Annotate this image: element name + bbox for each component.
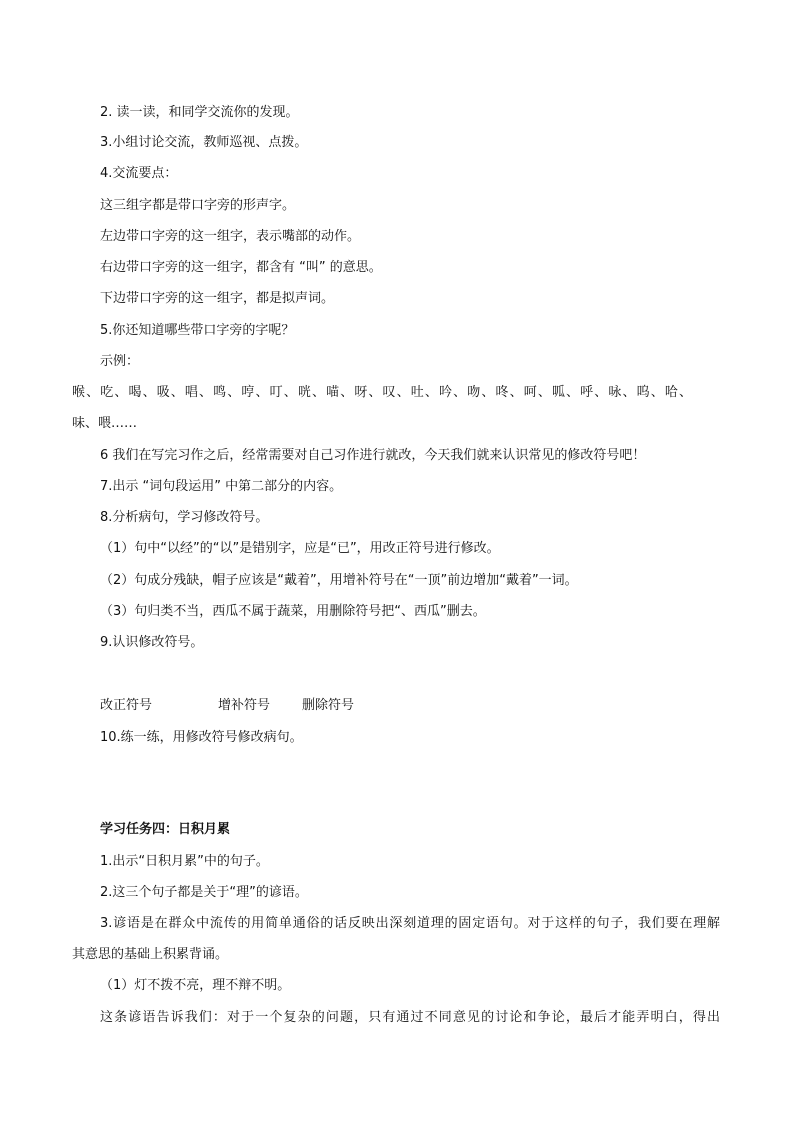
text-line: （3）句归类不当，西瓜不属于蔬菜，用删除符号把“、西瓜”删去。 bbox=[100, 604, 486, 619]
text-line: 5.你还知道哪些带口字旁的字呢？ bbox=[100, 323, 295, 338]
text-line: 8.分析病句，学习修改符号。 bbox=[100, 510, 269, 525]
text-line: 味、喂…… bbox=[72, 416, 138, 431]
insertion-symbol-label: 增补符号 bbox=[218, 698, 271, 713]
text-line: 3.谚语是在群众中流传的用简单通俗的话反映出深刻道理的固定语句。对于这样的句子，我们要在理解 bbox=[100, 916, 720, 931]
text-line: 1.出示“日积月累”中的句子。 bbox=[100, 854, 269, 869]
text-line: 6 我们在写完习作之后，经常需要对自己习作进行就改，今天我们就来认识常见的修改符号吧！ bbox=[100, 448, 646, 463]
text-line: （1）句中“以经”的“以”是错别字，应是“已”，用改正符号进行修改。 bbox=[100, 541, 500, 556]
text-line: 示例： bbox=[100, 354, 140, 369]
correction-symbol-label: 改正符号 bbox=[100, 698, 153, 713]
text-line: 喉、吃、喝、吸、唱、鸣、哼、叮、咣、喵、呀、叹、吐、吟、吻、咚、呵、呱、呼、咏、呜、哈、 bbox=[72, 385, 692, 400]
text-line: 这三组字都是带口字旁的形声字。 bbox=[100, 198, 296, 213]
text-line: 左边带口字旁的这一组字，表示嘴部的动作。 bbox=[100, 229, 361, 244]
deletion-symbol-label: 删除符号 bbox=[302, 698, 355, 713]
text-line: 下边带口字旁的这一组字，都是拟声词。 bbox=[100, 291, 335, 306]
text-line: 7.出示 “词句段运用” 中第二部分的内容。 bbox=[100, 479, 343, 494]
text-line: 2.这三个句子都是关于“理”的谚语。 bbox=[100, 885, 308, 900]
text-line: 4.交流要点： bbox=[100, 166, 178, 181]
text-line: 10.练一练，用修改符号修改病句。 bbox=[100, 730, 303, 745]
text-line: 3.小组讨论交流，教师巡视、点拨。 bbox=[100, 135, 308, 150]
section-heading: 学习任务四：日积月累 bbox=[100, 822, 231, 837]
text-line: 右边带口字旁的这一组字，都含有 “叫” 的意思。 bbox=[100, 260, 382, 275]
text-line: 2. 读一读，和同学交流你的发现。 bbox=[100, 105, 299, 120]
text-line: （1）灯不拨不亮，理不辩不明。 bbox=[100, 978, 291, 993]
text-line: 这条谚语告诉我们：对于一个复杂的问题，只有通过不同意见的讨论和争论，最后才能弄明白，得出 bbox=[100, 1010, 720, 1025]
text-line: （2）句成分残缺，帽子应该是“戴着”，用增补符号在“一顶”前边增加“戴着”一词。 bbox=[100, 573, 578, 588]
text-line: 9.认识修改符号。 bbox=[100, 635, 204, 650]
text-line: 其意思的基础上积累背诵。 bbox=[72, 947, 229, 962]
